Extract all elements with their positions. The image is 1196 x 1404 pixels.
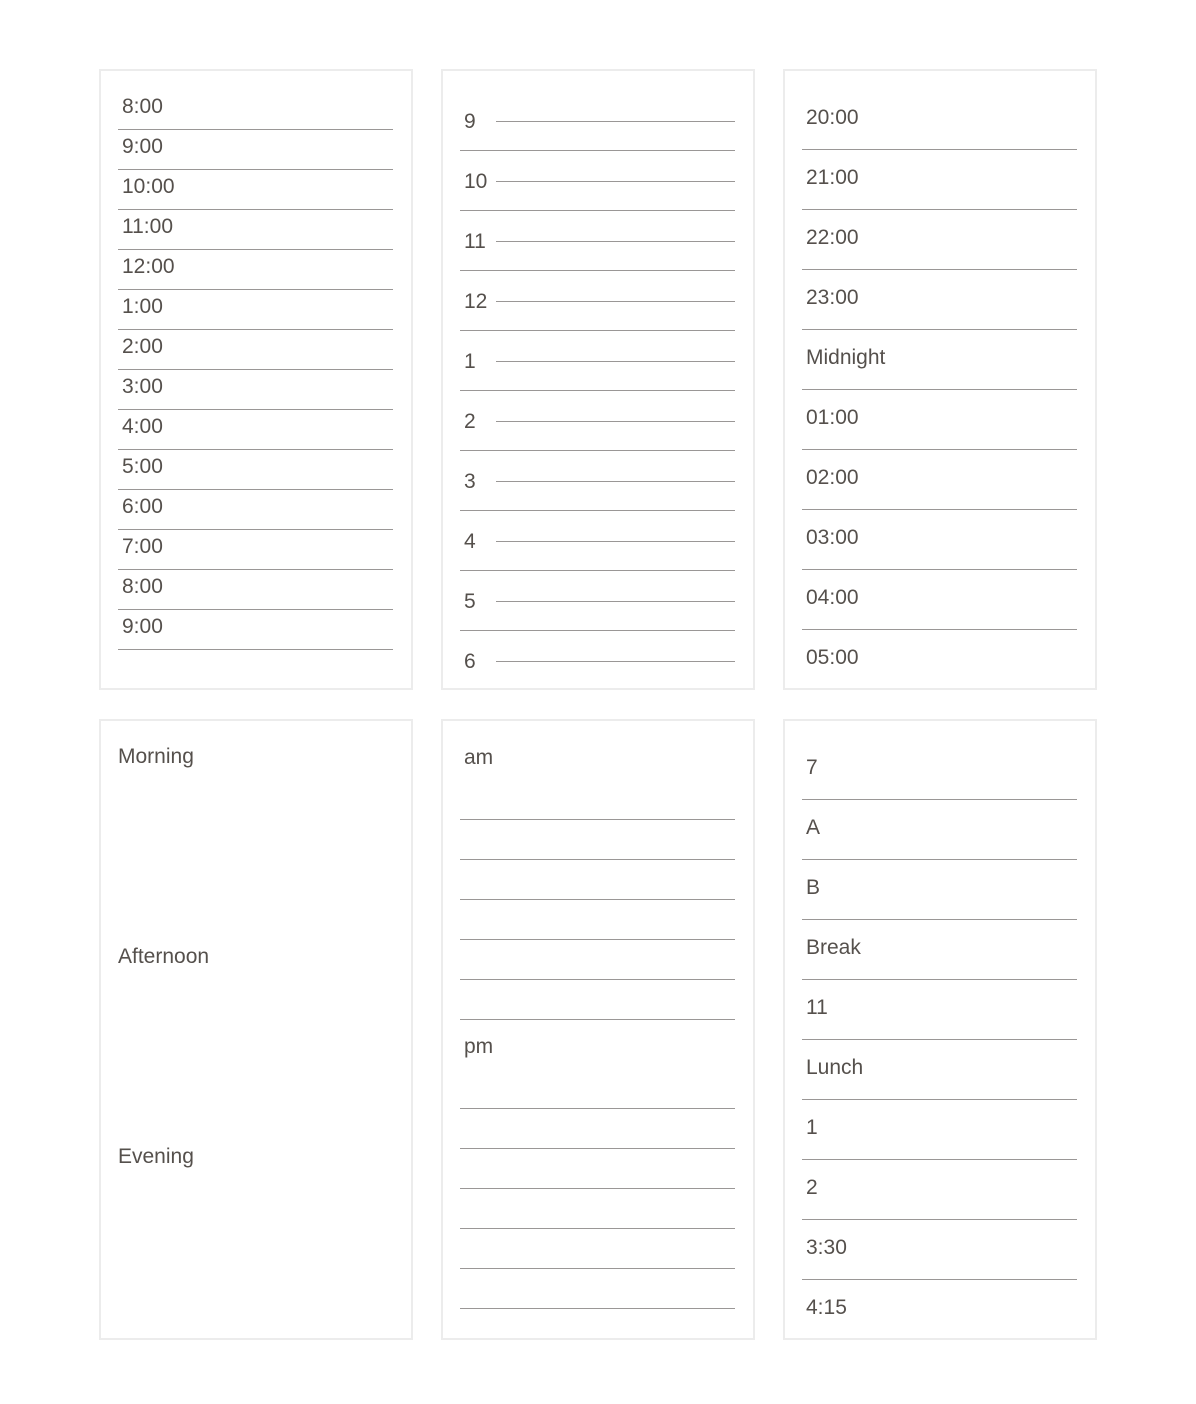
period-label: 1: [806, 1116, 818, 1139]
period-label: Lunch: [806, 1056, 864, 1079]
rule-line: [118, 129, 393, 130]
rule-line: [460, 1228, 735, 1229]
hour-label: 5:00: [122, 455, 163, 478]
hour-label: 1:00: [122, 295, 163, 318]
hour-number-label: 3: [464, 470, 476, 493]
hour-number-label: 12: [464, 290, 488, 313]
hour-number-label: 10: [464, 170, 488, 193]
rule-line: [460, 1019, 735, 1020]
rule-line: [802, 329, 1077, 330]
rule-line: [118, 289, 393, 290]
time-label: 21:00: [806, 166, 859, 189]
rule-line: [496, 601, 735, 602]
rule-line: [802, 449, 1077, 450]
day-part-label: Afternoon: [118, 945, 210, 968]
rule-line: [460, 570, 735, 571]
rule-line: [460, 899, 735, 900]
rule-line: [460, 210, 735, 211]
rule-line: [118, 529, 393, 530]
hour-number-label: 6: [464, 650, 476, 673]
rule-line: [802, 389, 1077, 390]
rule-line: [118, 409, 393, 410]
hour-number-label: 2: [464, 410, 476, 433]
rule-line: [460, 1308, 735, 1309]
day-part-label: Evening: [118, 1145, 194, 1168]
time-label: 01:00: [806, 406, 859, 429]
time-label: 04:00: [806, 586, 859, 609]
rule-line: [460, 1148, 735, 1149]
rule-line: [460, 510, 735, 511]
rule-line: [802, 979, 1077, 980]
hour-label: 6:00: [122, 495, 163, 518]
hour-number-label: 9: [464, 110, 476, 133]
rule-line: [496, 181, 735, 182]
rule-line: [118, 209, 393, 210]
rule-line: [460, 979, 735, 980]
time-label: 22:00: [806, 226, 859, 249]
rule-line: [118, 449, 393, 450]
rule-line: [460, 330, 735, 331]
rule-line: [460, 270, 735, 271]
school-periods-planner-card: [783, 719, 1097, 1340]
day-part-label: Morning: [118, 745, 194, 768]
period-label: 2: [806, 1176, 818, 1199]
rule-line: [802, 1219, 1077, 1220]
rule-line: [802, 1159, 1077, 1160]
period-label: A: [806, 816, 821, 839]
rule-line: [460, 630, 735, 631]
am-pm-planner-card: [441, 719, 755, 1340]
rule-line: [496, 661, 735, 662]
rule-line: [118, 649, 393, 650]
rule-line: [802, 1279, 1077, 1280]
time-label: 03:00: [806, 526, 859, 549]
hour-label: 7:00: [122, 535, 163, 558]
rule-line: [802, 509, 1077, 510]
day-parts-planner-card: [99, 719, 413, 1340]
period-label: Break: [806, 936, 861, 959]
time-label: 05:00: [806, 646, 859, 669]
hour-label: 9:00: [122, 135, 163, 158]
rule-line: [460, 390, 735, 391]
period-label: 4:15: [806, 1296, 847, 1319]
rule-line: [496, 121, 735, 122]
rule-line: [802, 209, 1077, 210]
rule-line: [802, 269, 1077, 270]
time-label: 20:00: [806, 106, 859, 129]
rule-line: [496, 241, 735, 242]
rule-line: [460, 1268, 735, 1269]
hour-label: 10:00: [122, 175, 175, 198]
rule-line: [496, 301, 735, 302]
hour-number-label: 1: [464, 350, 476, 373]
period-label: 7: [806, 756, 818, 779]
rule-line: [802, 569, 1077, 570]
rule-line: [496, 541, 735, 542]
rule-line: [802, 629, 1077, 630]
rule-line: [802, 859, 1077, 860]
rule-line: [460, 1188, 735, 1189]
hour-label: 8:00: [122, 575, 163, 598]
rule-line: [118, 609, 393, 610]
rule-line: [460, 1108, 735, 1109]
rule-line: [460, 450, 735, 451]
night-24h-planner-card: [783, 69, 1097, 690]
hour-label: 11:00: [122, 215, 173, 238]
rule-line: [802, 1039, 1077, 1040]
rule-line: [460, 819, 735, 820]
period-label: B: [806, 876, 821, 899]
hour-label: 3:00: [122, 375, 163, 398]
rule-line: [118, 489, 393, 490]
rule-line: [460, 939, 735, 940]
hour-label: 9:00: [122, 615, 163, 638]
hour-number-label: 5: [464, 590, 476, 613]
hour-number-label: 4: [464, 530, 476, 553]
time-label: Midnight: [806, 346, 886, 369]
hour-label: 4:00: [122, 415, 163, 438]
time-label: 02:00: [806, 466, 859, 489]
hour-number-planner-card: [441, 69, 755, 690]
rule-line: [118, 369, 393, 370]
rule-line: [802, 1099, 1077, 1100]
pm-label: pm: [464, 1035, 494, 1058]
rule-line: [496, 361, 735, 362]
rule-line: [118, 569, 393, 570]
hour-label: 12:00: [122, 255, 175, 278]
rule-line: [802, 799, 1077, 800]
hour-label: 8:00: [122, 95, 163, 118]
rule-line: [460, 859, 735, 860]
rule-line: [496, 421, 735, 422]
rule-line: [118, 329, 393, 330]
rule-line: [802, 919, 1077, 920]
period-label: 3:30: [806, 1236, 847, 1259]
hour-label: 2:00: [122, 335, 163, 358]
rule-line: [460, 150, 735, 151]
hour-number-label: 11: [464, 230, 486, 253]
rule-line: [496, 481, 735, 482]
hourly-planner-card: [99, 69, 413, 690]
time-label: 23:00: [806, 286, 859, 309]
am-label: am: [464, 746, 494, 769]
rule-line: [118, 169, 393, 170]
period-label: 11: [806, 996, 828, 1019]
rule-line: [118, 249, 393, 250]
rule-line: [802, 149, 1077, 150]
